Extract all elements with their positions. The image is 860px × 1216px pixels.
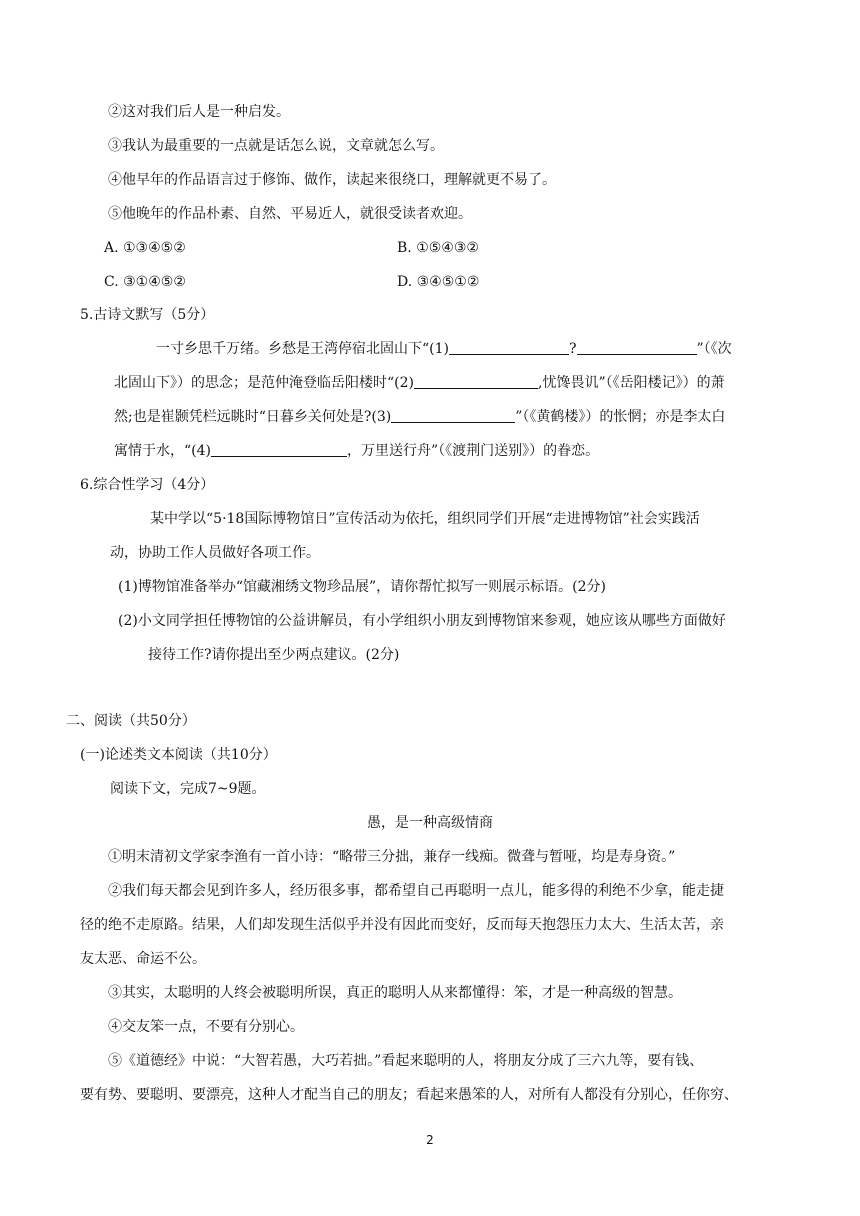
answer-blank-1b[interactable] bbox=[577, 340, 697, 355]
paragraph-2-line-3: 友太恶、命运不公。 bbox=[80, 951, 206, 967]
q6-heading: 6.综合性学习（4分） bbox=[80, 477, 215, 493]
q5-line-1 bbox=[156, 340, 732, 358]
section-heading: 二、阅读（共50分） bbox=[66, 713, 196, 729]
paragraph-2-line-2: 径的绝不走原路。结果，人们却发现生活似乎并没有因此而变好，反而每天抱怨压力太大、生活太苦，亲 bbox=[80, 917, 724, 933]
q6-intro-line-1: 某中学以“5·18国际博物馆日”宣传活动为依托，组织同学们开展“走进博物馆”社会实践活 bbox=[150, 511, 700, 527]
q4-option-a: A. ①③④⑤② bbox=[104, 240, 186, 256]
answer-blank-3[interactable] bbox=[391, 408, 515, 423]
paragraph-1: ①明末清初文学家李渔有一首小诗：“略带三分拙，兼存一线痴。微聋与暂哑，均是寿身资。” bbox=[108, 849, 676, 865]
answer-blank-4[interactable] bbox=[211, 442, 347, 457]
paragraph-5-line-1: ⑤《道德经》中说：“大智若愚，大巧若拙。”看起来聪明的人，将朋友分成了三六九等，要有钱、 bbox=[108, 1053, 704, 1069]
paragraph-2-line-1: ②我们每天都会见到许多人，经历很多事，都希望自己再聪明一点儿，能多得的利绝不少拿，能走捷 bbox=[108, 883, 724, 899]
q4-item-5: ⑤他晚年的作品朴素、自然、平易近人，就很受读者欢迎。 bbox=[108, 206, 472, 222]
answer-blank-1[interactable] bbox=[449, 340, 569, 355]
paragraph-4: ④交友笨一点，不要有分别心。 bbox=[108, 1019, 304, 1035]
q4-option-c: C. ③①④⑤② bbox=[104, 274, 186, 290]
q5-line-3 bbox=[114, 408, 725, 426]
q4-option-d: D. ③④⑤①② bbox=[397, 274, 480, 290]
page-number: 2 bbox=[426, 1133, 434, 1147]
article-title: 愚，是一种高级情商 bbox=[367, 815, 493, 831]
subsection-heading: (一)论述类文本阅读（共10分） bbox=[80, 747, 277, 763]
q4-item-4: ④他早年的作品语言过于修饰、做作，读起来很绕口，理解就更不易了。 bbox=[108, 172, 556, 188]
q6-sub-question-2: (2)小文同学担任博物馆的公益讲解员，有小学组织小朋友到博物馆来参观，她应该从哪些方面做好 bbox=[118, 613, 726, 629]
q6-sub-question-2-cont: 接待工作?请你提出至少两点建议。(2分) bbox=[148, 647, 400, 663]
q5-text: ”（《黄鹤楼》）的怅惘；亦是李太白 bbox=[515, 409, 726, 425]
q5-text: 一寸乡思千万绪。乡愁是王湾停宿北固山下“(1) bbox=[156, 341, 449, 357]
q5-text: 寓情于水，“(4) bbox=[114, 443, 211, 459]
q5-line-2 bbox=[114, 374, 725, 392]
q5-text: ? bbox=[569, 341, 577, 357]
q5-text: ，万里送行舟”（《渡荆门送别》）的眷恋。 bbox=[347, 443, 600, 459]
q4-item-2: ②这对我们后人是一种启发。 bbox=[108, 104, 290, 120]
q5-text: ”（《次 bbox=[696, 341, 732, 357]
q6-intro-line-2: 动，协助工作人员做好各项工作。 bbox=[110, 545, 320, 561]
answer-blank-2[interactable] bbox=[414, 374, 538, 389]
q5-heading: 5.古诗文默写（5分） bbox=[80, 307, 215, 323]
paragraph-5-line-2: 要有势、要聪明、要漂亮，这种人才配当自己的朋友；看起来愚笨的人，对所有人都没有分别心，任你穷、 bbox=[80, 1087, 738, 1103]
q5-text: 北固山下》）的思念；是范仲淹登临岳阳楼时“(2) bbox=[114, 375, 414, 391]
q6-sub-question-1: (1)博物馆准备举办“馆藏湘绣文物珍品展”，请你帮忙拟写一则展示标语。(2分) bbox=[118, 579, 606, 595]
q5-text: ,忧馋畏讥”（《岳阳楼记》）的萧 bbox=[538, 375, 725, 391]
paragraph-3: ③其实，太聪明的人终会被聪明所误，真正的聪明人从来都懂得：笨，才是一种高级的智慧。 bbox=[108, 985, 682, 1001]
q5-text: 然;也是崔颢凭栏远眺时“日暮乡关何处是?(3) bbox=[114, 409, 392, 425]
q5-line-4 bbox=[114, 442, 599, 460]
q4-option-b: B. ①⑤④③② bbox=[397, 240, 479, 256]
q4-item-3: ③我认为最重要的一点就是话怎么说，文章就怎么写。 bbox=[108, 138, 444, 154]
reading-instruction: 阅读下文，完成7~9题。 bbox=[110, 781, 266, 797]
